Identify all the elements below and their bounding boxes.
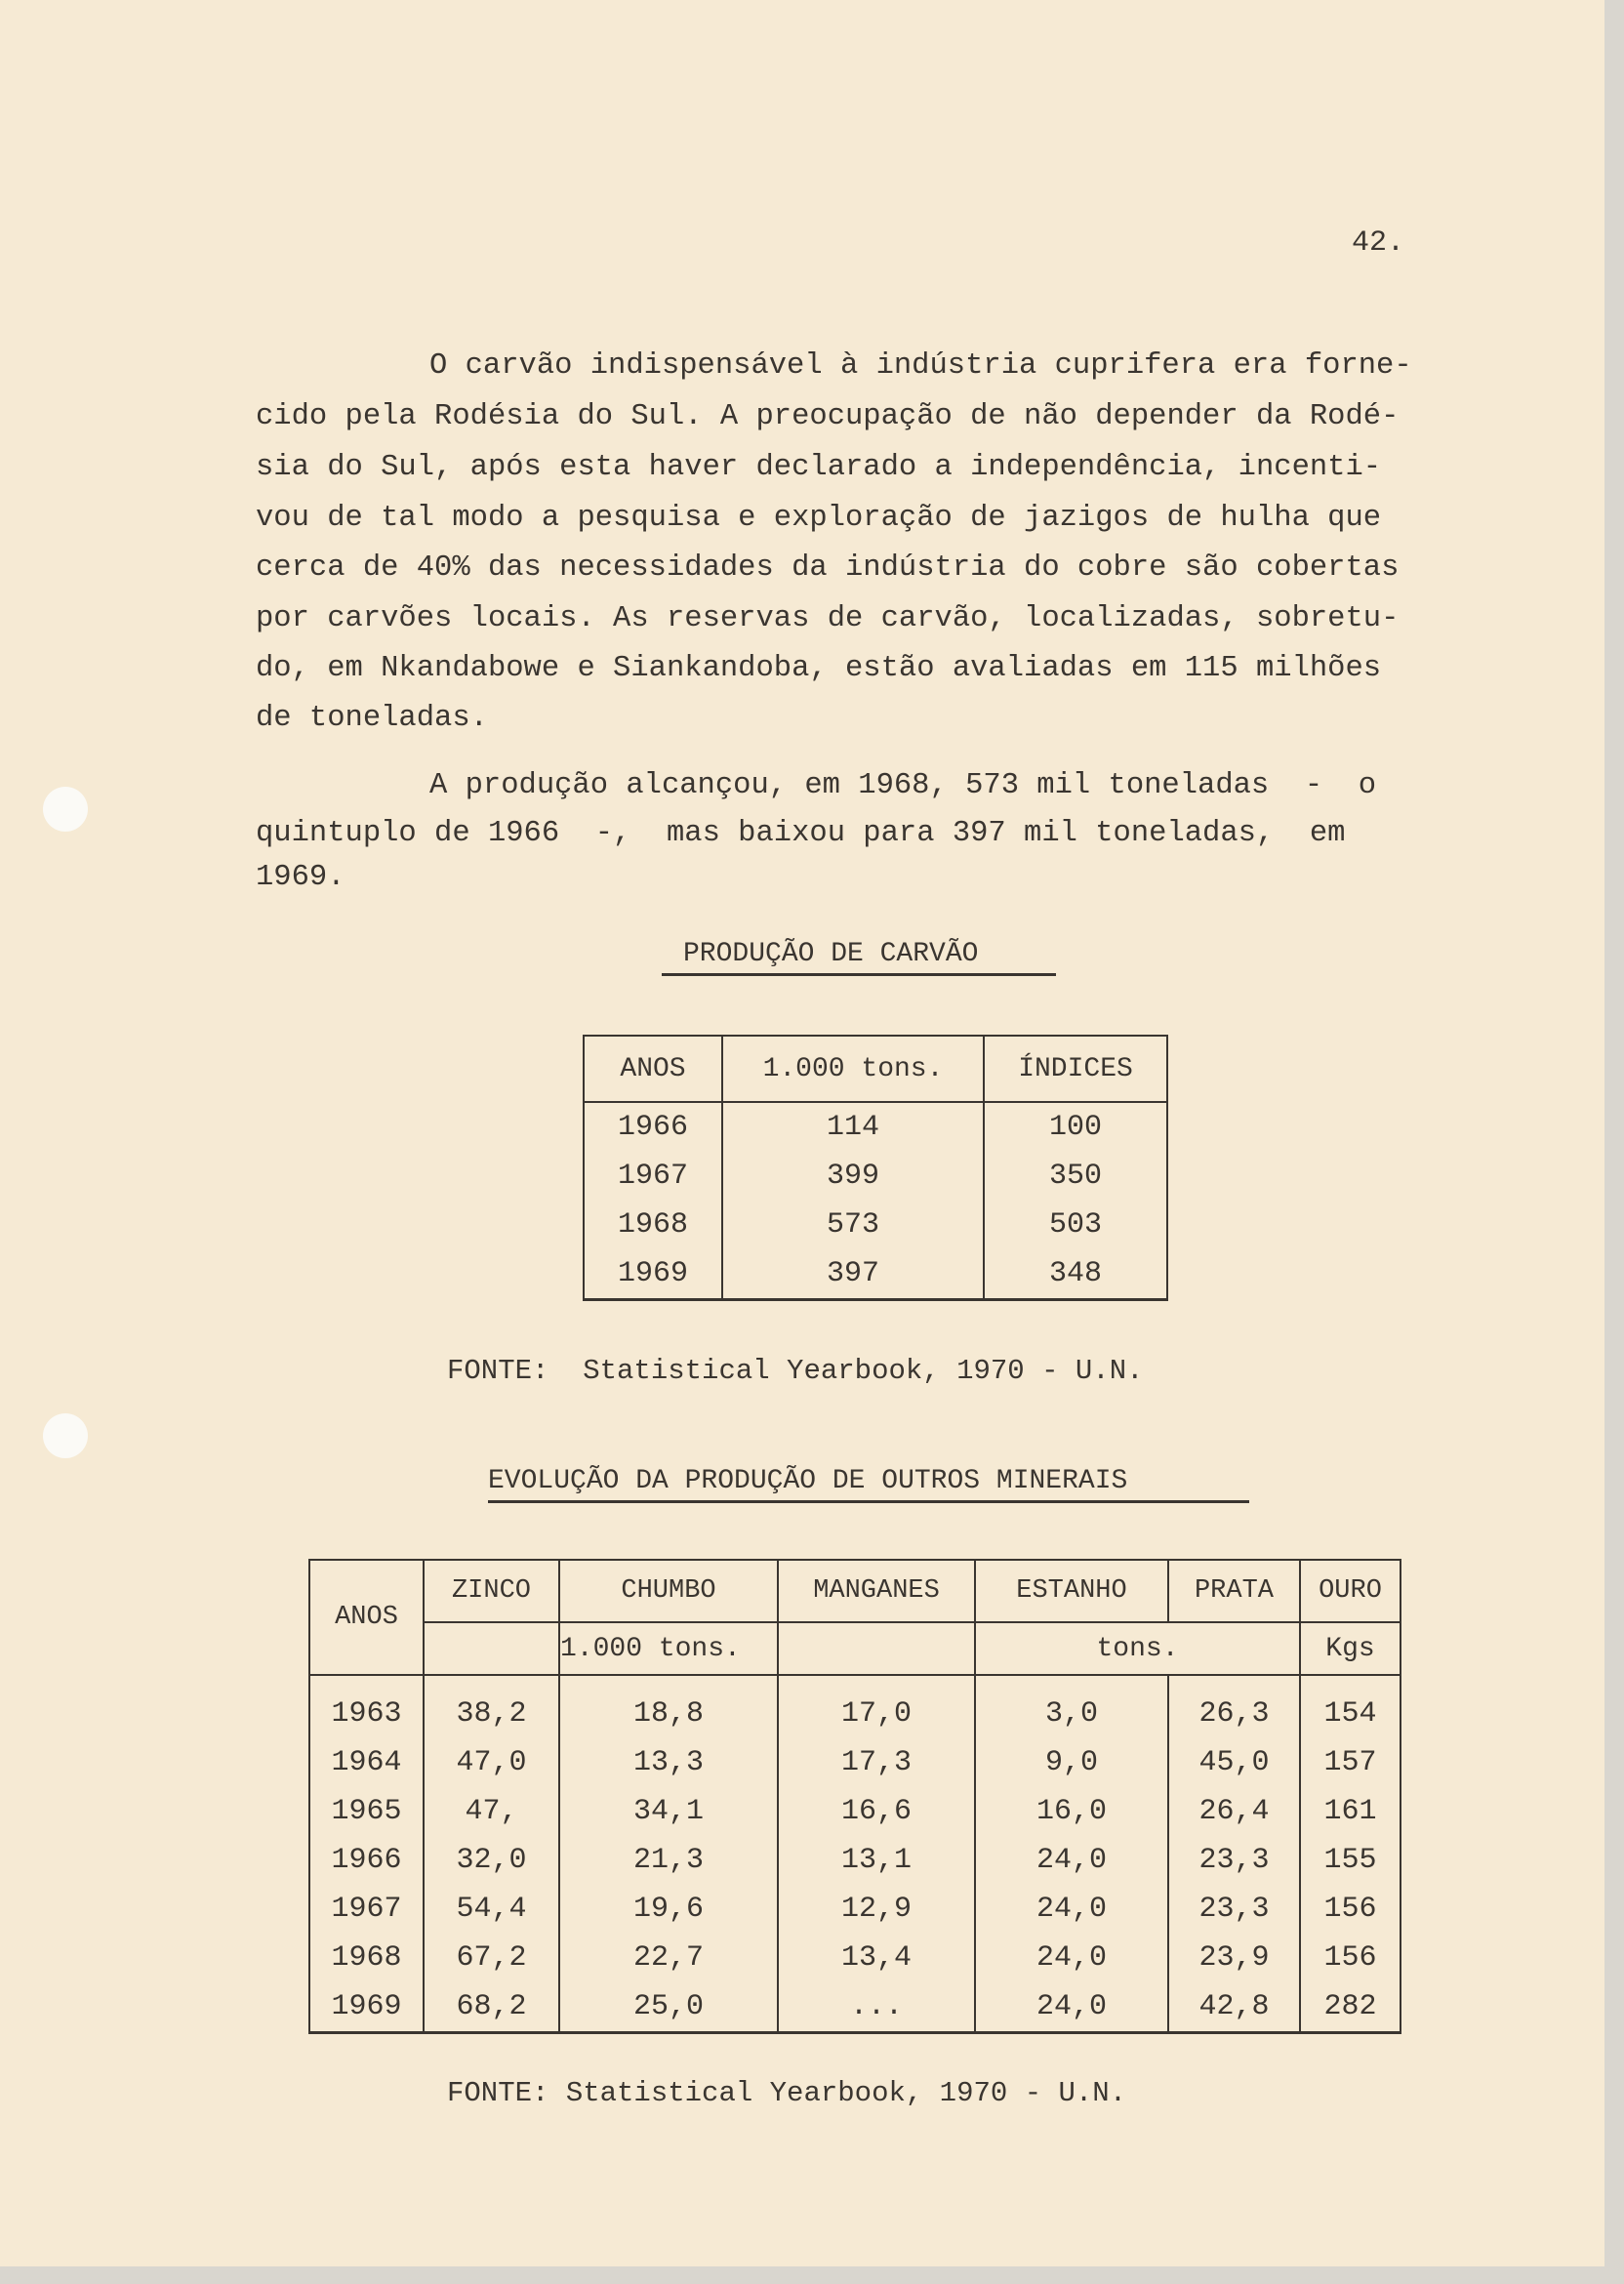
paragraph-line: 1969. [256, 861, 345, 894]
table-row [309, 1787, 1401, 1836]
manganes-cell: 13,4 [778, 1934, 975, 1982]
index-cell: 348 [984, 1249, 1167, 1300]
zinco-cell: 54,4 [424, 1885, 559, 1934]
paragraph-line: do, em Nkandabowe e Siankandoba, estão avaliadas em 115 milhões [256, 652, 1382, 685]
header-prata: PRATA [1168, 1560, 1300, 1622]
table1-source: FONTE: Statistical Yearbook, 1970 - U.N. [447, 1355, 1144, 1387]
year-cell: 1966 [584, 1102, 722, 1152]
ouro-cell: 157 [1300, 1738, 1401, 1787]
paragraph-line: cerca de 40% das necessidades da indústria do cobre são cobertas [256, 551, 1400, 585]
year-cell: 1969 [584, 1249, 722, 1300]
chumbo-cell: 19,6 [559, 1885, 778, 1934]
manganes-cell: 17,3 [778, 1738, 975, 1787]
paragraph-line: sia do Sul, após esta haver declarado a independência, incenti- [256, 451, 1382, 484]
paragraph-line: por carvões locais. As reservas de carvão, localizadas, sobretu- [256, 602, 1400, 635]
table-row [309, 1934, 1401, 1982]
chumbo-cell: 25,0 [559, 1982, 778, 2033]
manganes-cell: ... [778, 1982, 975, 2033]
header-tons: 1.000 tons. [722, 1036, 984, 1102]
year-cell: 1966 [309, 1836, 424, 1885]
zinco-cell: 47,0 [424, 1738, 559, 1787]
ouro-cell: 282 [1300, 1982, 1401, 2033]
index-cell: 503 [984, 1201, 1167, 1249]
ouro-cell: 161 [1300, 1787, 1401, 1836]
table-row [584, 1201, 1167, 1249]
unit-zinco [424, 1622, 559, 1675]
table-row [309, 1982, 1401, 2033]
year-cell: 1965 [309, 1787, 424, 1836]
prata-cell: 23,9 [1168, 1934, 1300, 1982]
paragraph-line: A produção alcançou, em 1968, 573 mil toneladas - o [429, 769, 1377, 802]
zinco-cell: 67,2 [424, 1934, 559, 1982]
prata-cell: 23,3 [1168, 1836, 1300, 1885]
ouro-cell: 156 [1300, 1934, 1401, 1982]
header-anos: ANOS [584, 1036, 722, 1102]
prata-cell: 45,0 [1168, 1738, 1300, 1787]
estanho-cell: 24,0 [975, 1934, 1168, 1982]
manganes-cell: 13,1 [778, 1836, 975, 1885]
table-row [309, 1675, 1401, 1738]
table2-title: EVOLUÇÃO DA PRODUÇÃO DE OUTROS MINERAIS [488, 1466, 1128, 1496]
zinco-cell: 38,2 [424, 1675, 559, 1738]
chumbo-cell: 21,3 [559, 1836, 778, 1885]
table-row [584, 1152, 1167, 1201]
paragraph-line: vou de tal modo a pesquisa e exploração de jazigos de hulha que [256, 502, 1382, 535]
prata-cell: 26,3 [1168, 1675, 1300, 1738]
chumbo-cell: 13,3 [559, 1738, 778, 1787]
zinco-cell: 68,2 [424, 1982, 559, 2033]
ouro-cell: 156 [1300, 1885, 1401, 1934]
year-cell: 1968 [309, 1934, 424, 1982]
paragraph-line: de toneladas. [256, 702, 488, 735]
estanho-cell: 3,0 [975, 1675, 1168, 1738]
punch-hole [43, 787, 88, 832]
table2-source: FONTE: Statistical Yearbook, 1970 - U.N. [447, 2077, 1127, 2109]
year-cell: 1968 [584, 1201, 722, 1249]
punch-hole [43, 1413, 88, 1458]
chumbo-cell: 18,8 [559, 1675, 778, 1738]
prata-cell: 26,4 [1168, 1787, 1300, 1836]
ouro-cell: 154 [1300, 1675, 1401, 1738]
table-row [584, 1249, 1167, 1300]
year-cell: 1963 [309, 1675, 424, 1738]
header-indices: ÍNDICES [984, 1036, 1167, 1102]
estanho-cell: 24,0 [975, 1836, 1168, 1885]
title-underline [488, 1500, 1249, 1503]
year-cell: 1967 [584, 1152, 722, 1201]
tons-cell: 573 [722, 1201, 984, 1249]
paragraph-line: cido pela Rodésia do Sul. A preocupação de não depender da Rodé- [256, 400, 1400, 433]
header-manganes: MANGANES [778, 1560, 975, 1622]
page-number: 42. [1352, 226, 1405, 260]
ouro-cell: 155 [1300, 1836, 1401, 1885]
unit-tons: tons. [975, 1622, 1300, 1675]
tons-cell: 397 [722, 1249, 984, 1300]
tons-cell: 399 [722, 1152, 984, 1201]
paragraph-line: O carvão indispensável à indústria cuprifera era forne- [429, 349, 1412, 383]
unit-manganes [778, 1622, 975, 1675]
header-anos: ANOS [309, 1560, 424, 1675]
header-zinco: ZINCO [424, 1560, 559, 1622]
prata-cell: 42,8 [1168, 1982, 1300, 2033]
estanho-cell: 24,0 [975, 1885, 1168, 1934]
title-underline [662, 973, 1056, 976]
manganes-cell: 16,6 [778, 1787, 975, 1836]
header-ouro: OURO [1300, 1560, 1401, 1622]
unit-kgs: Kgs [1300, 1622, 1401, 1675]
estanho-cell: 9,0 [975, 1738, 1168, 1787]
zinco-cell: 47, [424, 1787, 559, 1836]
manganes-cell: 12,9 [778, 1885, 975, 1934]
coal-production-table [583, 1035, 1168, 1301]
index-cell: 350 [984, 1152, 1167, 1201]
chumbo-cell: 22,7 [559, 1934, 778, 1982]
unit-thousand-tons: 1.000 tons. [559, 1622, 778, 1675]
table-row [584, 1102, 1167, 1152]
estanho-cell: 16,0 [975, 1787, 1168, 1836]
header-chumbo: CHUMBO [559, 1560, 778, 1622]
prata-cell: 23,3 [1168, 1885, 1300, 1934]
table-row [309, 1836, 1401, 1885]
chumbo-cell: 34,1 [559, 1787, 778, 1836]
year-cell: 1964 [309, 1738, 424, 1787]
table-row [309, 1738, 1401, 1787]
estanho-cell: 24,0 [975, 1982, 1168, 2033]
other-minerals-table [308, 1559, 1401, 2034]
header-estanho: ESTANHO [975, 1560, 1168, 1622]
index-cell: 100 [984, 1102, 1167, 1152]
year-cell: 1969 [309, 1982, 424, 2033]
zinco-cell: 32,0 [424, 1836, 559, 1885]
paragraph-line: quintuplo de 1966 -, mas baixou para 397 mil toneladas, em [256, 817, 1346, 850]
tons-cell: 114 [722, 1102, 984, 1152]
manganes-cell: 17,0 [778, 1675, 975, 1738]
table1-title: PRODUÇÃO DE CARVÃO [683, 939, 979, 969]
year-cell: 1967 [309, 1885, 424, 1934]
table-row [309, 1885, 1401, 1934]
